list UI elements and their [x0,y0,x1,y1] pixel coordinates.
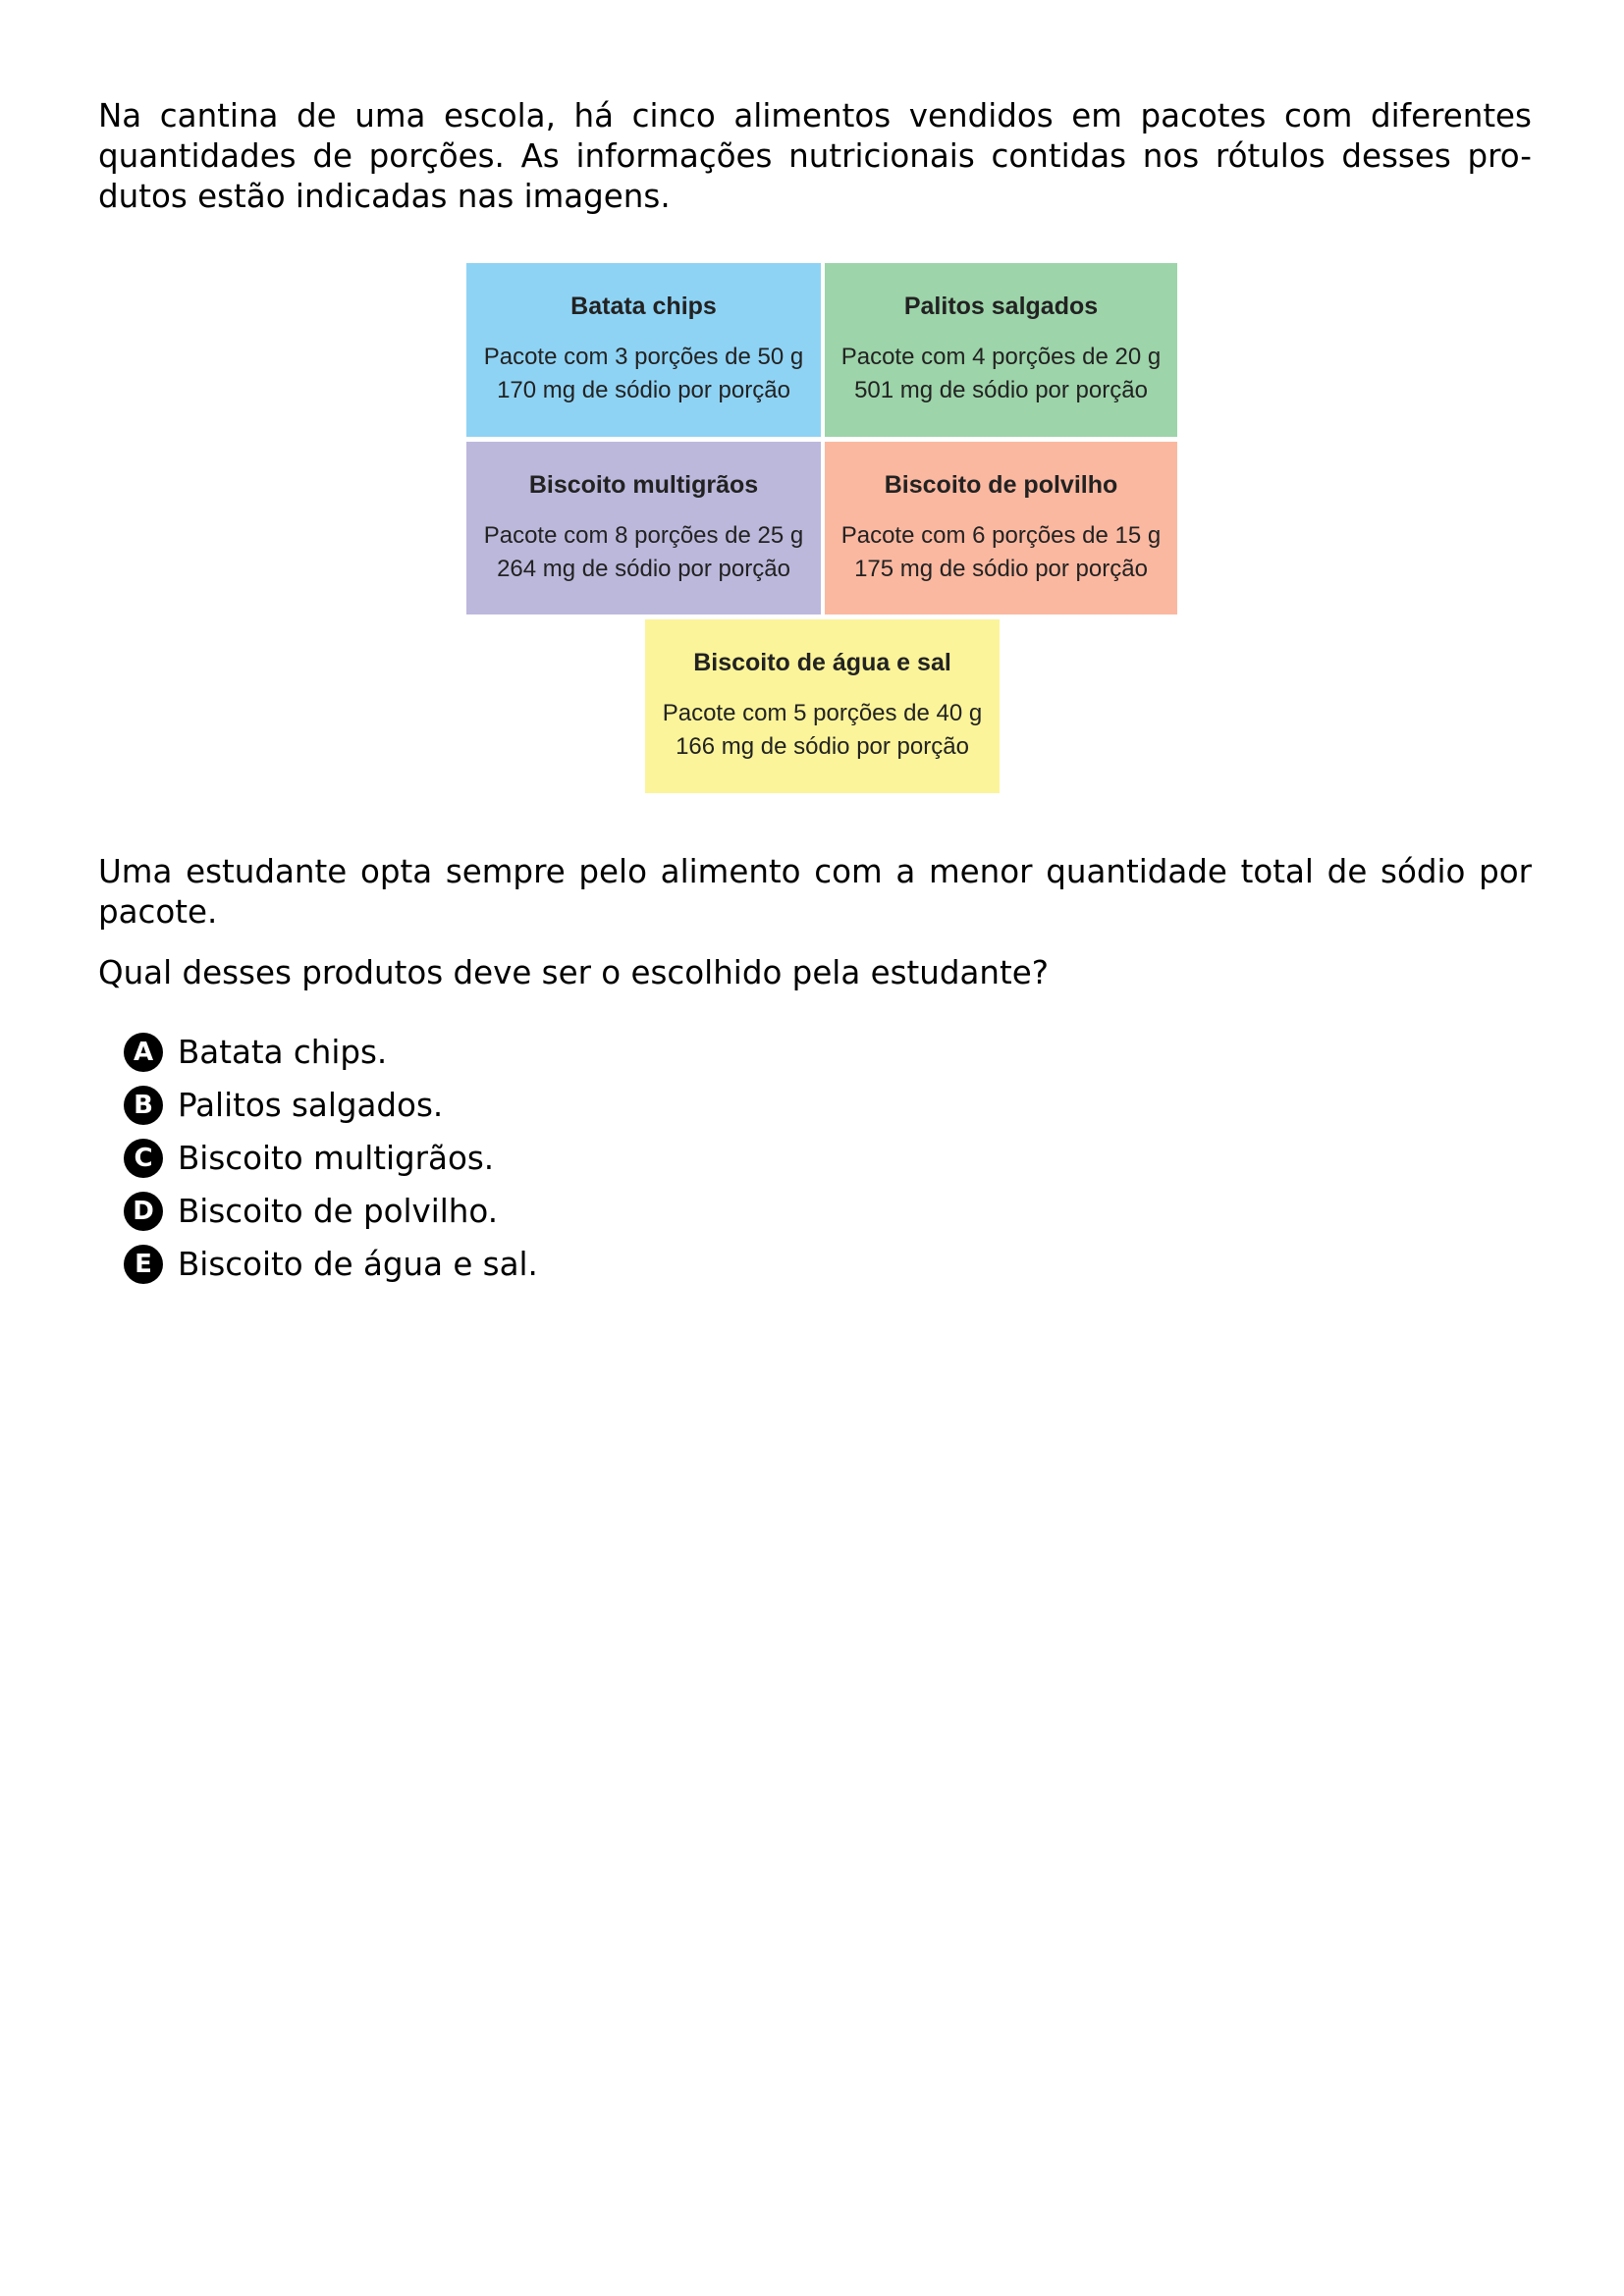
statement-paragraph: Uma estudante opta sempre pelo alimento com a menor quantidade total de sódio por pacote. [98,853,1532,931]
option-d[interactable] [124,1185,1302,1238]
option-b[interactable] [124,1079,1302,1132]
label-package-info: Pacote com 8 porções de 25 g [483,522,804,549]
option-text: Batata chips. [178,1034,388,1071]
option-text: Palitos salgados. [178,1087,444,1124]
option-letter-badge: E [124,1245,163,1284]
label-package-info: Pacote com 4 porções de 20 g [840,344,1162,370]
label-biscoito-agua-e-sal [645,619,1000,793]
option-e[interactable] [124,1238,1302,1291]
answer-options [124,1026,1302,1291]
label-name: Biscoito de polvilho [884,471,1118,499]
option-text: Biscoito multigrãos. [178,1140,495,1177]
label-name: Biscoito multigrãos [528,471,759,499]
question-text: Qual desses produtos deve ser o escolhido pela estudante? [98,954,1049,991]
label-sodium-info: 175 mg de sódio por porção [854,556,1148,582]
option-letter-badge: D [124,1192,163,1231]
label-palitos-salgados [825,263,1177,437]
option-letter-badge: C [124,1139,163,1178]
label-package-info: Pacote com 3 porções de 50 g [483,344,804,370]
intro-paragraph: Na cantina de uma escola, há cinco alimentos vendidos em pacotes com diferentes quantidades de porções. As informações nutricionais contidas nos rótulos desses pro-dutos estão indicadas nas imagens. [98,97,1532,215]
label-name: Palitos salgados [903,293,1099,320]
label-package-info: Pacote com 6 porções de 15 g [840,522,1162,549]
label-batata-chips [466,263,821,437]
option-text: Biscoito de água e sal. [178,1246,538,1283]
option-a[interactable] [124,1026,1302,1079]
label-biscoito-de-polvilho [825,442,1177,614]
label-sodium-info: 166 mg de sódio por porção [676,733,969,760]
label-sodium-info: 170 mg de sódio por porção [497,377,790,403]
label-package-info: Pacote com 5 porções de 40 g [662,700,983,726]
nutrition-labels-image [466,263,1177,793]
label-sodium-info: 264 mg de sódio por porção [497,556,790,582]
label-biscoito-multigraos [466,442,821,614]
option-letter-badge: A [124,1033,163,1072]
option-text: Biscoito de polvilho. [178,1193,499,1230]
label-name: Batata chips [570,293,717,320]
option-c[interactable] [124,1132,1302,1185]
label-name: Biscoito de água e sal [693,649,951,676]
label-sodium-info: 501 mg de sódio por porção [854,377,1148,403]
option-letter-badge: B [124,1086,163,1125]
